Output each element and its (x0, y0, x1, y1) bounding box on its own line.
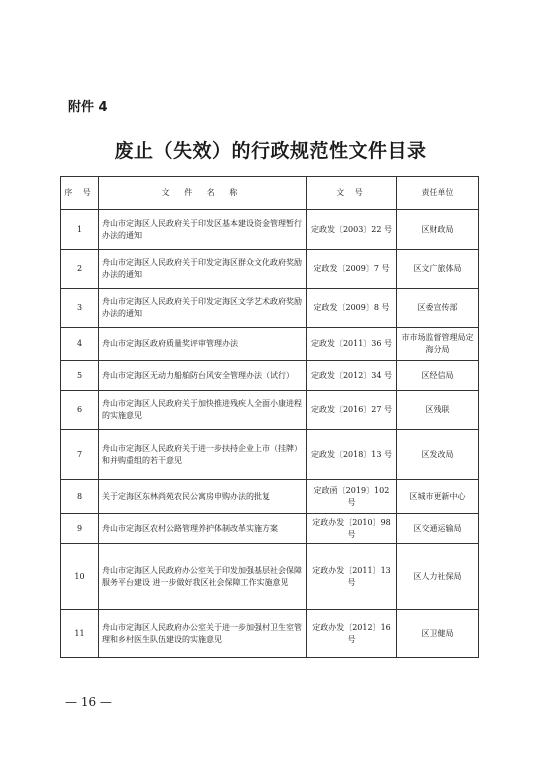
document-table (60, 176, 479, 658)
row-unit: 区经信局 (397, 361, 479, 391)
row-seq: 8 (61, 480, 99, 514)
row-name: 舟山市定海区人民政府关于印发定海区群众文化政府奖励办法的通知 (99, 250, 307, 289)
row-unit: 市市场监督管理局定海分局 (397, 328, 479, 361)
row-doc-no: 定政发〔2016〕27 号 (307, 391, 397, 430)
table-row (61, 514, 479, 544)
table-row (61, 430, 479, 480)
row-name: 舟山市定海区无动力船舶防台风安全管理办法（试行） (99, 361, 307, 391)
table-header-row (61, 177, 479, 210)
row-unit: 区财政局 (397, 210, 479, 250)
table-row (61, 328, 479, 361)
row-name: 关于定海区东林尚苑农民公寓房申购办法的批复 (99, 480, 307, 514)
row-doc-no: 定政函〔2019〕102 号 (307, 480, 397, 514)
row-seq: 7 (61, 430, 99, 480)
table-row (61, 391, 479, 430)
row-name: 舟山市定海区人民政府关于印发区基本建设资金管理暂行办法的通知 (99, 210, 307, 250)
document-title: 废止（失效）的行政规范性文件目录 (114, 140, 427, 162)
row-name: 舟山市定海区农村公路管理养护体制改革实施方案 (99, 514, 307, 544)
row-seq: 10 (61, 544, 99, 610)
row-seq: 4 (61, 328, 99, 361)
table-row (61, 361, 479, 391)
header-doc-no: 文 号 (307, 177, 397, 210)
row-seq: 9 (61, 514, 99, 544)
row-unit: 区交通运输局 (397, 514, 479, 544)
row-doc-no: 定政发〔2009〕8 号 (307, 289, 397, 328)
row-unit: 区人力社保局 (397, 544, 479, 610)
page-number: — 16 — (65, 695, 112, 709)
row-name: 舟山市定海区政府质量奖评审管理办法 (99, 328, 307, 361)
row-unit: 区城市更新中心 (397, 480, 479, 514)
row-name: 舟山市定海区人民政府关于印发定海区文学艺术政府奖励办法的通知 (99, 289, 307, 328)
row-doc-no: 定政办发〔2011〕13 号 (307, 544, 397, 610)
row-seq: 3 (61, 289, 99, 328)
row-unit: 区发改局 (397, 430, 479, 480)
row-seq: 6 (61, 391, 99, 430)
row-doc-no: 定政发〔2003〕22 号 (307, 210, 397, 250)
row-doc-no: 定政发〔2009〕7 号 (307, 250, 397, 289)
row-name: 舟山市定海区人民政府关于进一步扶持企业上市（挂牌）和并购重组的若干意见 (99, 430, 307, 480)
table-row (61, 610, 479, 658)
row-seq: 2 (61, 250, 99, 289)
table-row (61, 480, 479, 514)
header-seq: 序 号 (61, 177, 99, 210)
row-seq: 5 (61, 361, 99, 391)
row-seq: 11 (61, 610, 99, 658)
row-name: 舟山市定海区人民政府办公室关于进一步加强村卫生室管理和乡村医生队伍建设的实施意见 (99, 610, 307, 658)
attachment-label: 附件 4 (68, 100, 108, 115)
table-row (61, 289, 479, 328)
row-doc-no: 定政办发〔2010〕98 号 (307, 514, 397, 544)
row-name: 舟山市定海区人民政府办公室关于印发加强基层社会保障服务平台建设 进一步做好我区社会保障工作实施意见 (99, 544, 307, 610)
row-unit: 区委宣传部 (397, 289, 479, 328)
row-unit: 区卫健局 (397, 610, 479, 658)
table-row (61, 250, 479, 289)
row-doc-no: 定政发〔2012〕34 号 (307, 361, 397, 391)
table-row (61, 210, 479, 250)
table-row (61, 544, 479, 610)
header-name: 文 件 名 称 (99, 177, 307, 210)
row-doc-no: 定政发〔2018〕13 号 (307, 430, 397, 480)
row-name: 舟山市定海区人民政府关于加快推进残疾人全面小康进程的实施意见 (99, 391, 307, 430)
header-unit: 责任单位 (397, 177, 479, 210)
row-doc-no: 定政办发〔2012〕16 号 (307, 610, 397, 658)
row-unit: 区残联 (397, 391, 479, 430)
row-doc-no: 定政发〔2011〕36 号 (307, 328, 397, 361)
row-unit: 区文广旅体局 (397, 250, 479, 289)
row-seq: 1 (61, 210, 99, 250)
